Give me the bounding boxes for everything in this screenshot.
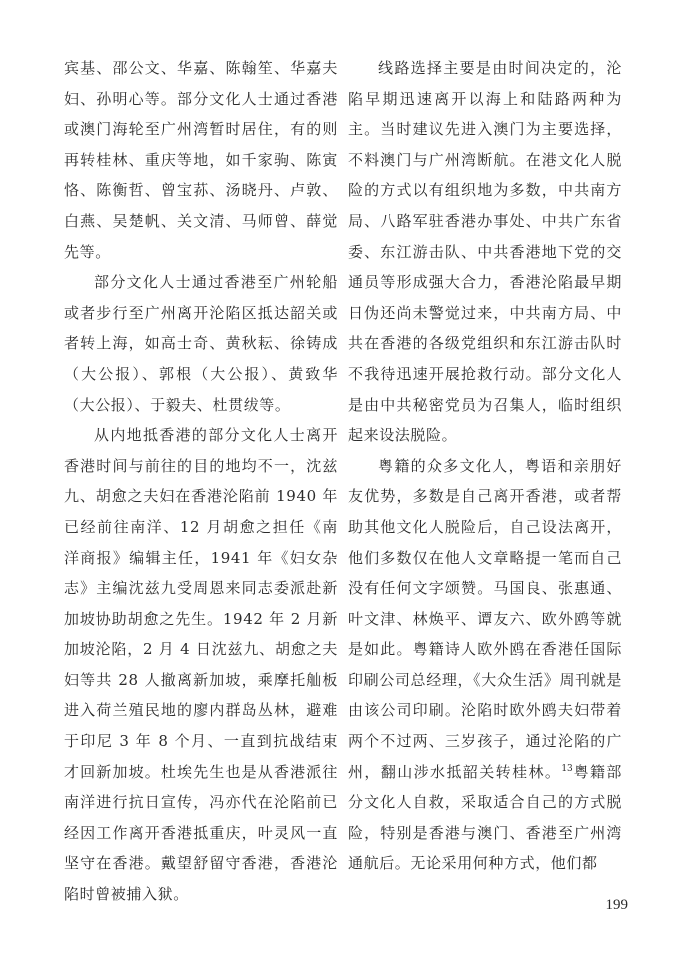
left-paragraph-3: 从内地抵香港的部分文化人士离开香港时间与前往的目的地均不一，沈兹九、胡愈之夫妇在香港沦陷前 1940 年已经前往南洋、12 月胡愈之担任《南洋商报》编辑主任，1941 年《妇女杂志》主编沈兹九受周恩来同志委派赴新加坡协助胡愈之先生。1942 年 2 月新加坡沦陷，2 月 4 日沈兹九、胡愈之夫妇等共 28 人撤离新加坡，乘摩托舢板进入荷兰殖民地的廖内群岛丛林，避难于印尼 3 年 8 个月、一直到抗战结束才回新加坡。杜埃先生也是从香港派往南洋进行抗日宣传，冯亦代在沦陷前已经因工作离开香港抵重庆，叶灵风一直坚守在香港。戴望舒留守香港，香港沦陷时曾被捕入狱。 xyxy=(64,426,338,904)
footnote-marker: 13 xyxy=(561,763,573,774)
right-paragraph-2 xyxy=(348,451,622,879)
left-paragraph-1: 宾基、邵公文、华嘉、陈翰笙、华嘉夫妇、孙明心等。部分文化人士通过香港或澳门海轮至广州湾暂时居住，有的则再转桂林、重庆等地，如千家驹、陈寅恪、陈衡哲、曾宝荪、汤晓丹、卢敦、白燕、吴楚帆、关文清、马师曾、薛觉先等。 xyxy=(64,59,338,261)
right-paragraph-2-text-a: 粤籍的众多文化人，粤语和亲朋好友优势，多数是自己离开香港，或者帮助其他文化人脱险后，自己设法离开，他们多数仅在他人文章略提一笔而自己没有任何文字颂赞。马国良、张惠通、叶文津、林焕平、谭友六、欧外鸥等就是如此。粤籍诗人欧外鸥在香港任国际印刷公司总经理，《大众生活》周刊就是由该公司印刷。沦陷时欧外鸥夫妇带着两个不过两、三岁孩子，通过沦陷的广州，翻山涉水抵韶关转桂林。 xyxy=(348,456,622,781)
left-paragraph-2: 部分文化人士通过香港至广州轮船或者步行至广州离开沦陷区抵达韶关或者转上海，如高士奇、黄秋耘、徐铸成（大公报）、郭根（大公报）、黄致华（大公报）、于毅夫、杜贯绂等。 xyxy=(64,273,338,414)
right-column xyxy=(348,53,622,879)
page-number: 199 xyxy=(605,897,628,913)
left-column xyxy=(64,53,338,910)
right-paragraph-1: 线路选择主要是由时间决定的，沦陷早期迅速离开以海上和陆路两种为主。当时建议先进入澳门为主要选择，不料澳门与广州湾断航。在港文化人脱险的方式以有组织地为多数，中共南方局、八路军驻香港办事处、中共广东省委、东江游击队、中共香港地下党的交通员等形成强大合力，香港沦陷最早期日伪还尚未警觉过来，中共南方局、中共在香港的各级党组织和东江游击队时不我待迅速开展抢救行动。部分文化人是由中共秘密党员为召集人，临时组织起来设法脱险。 xyxy=(348,59,622,445)
right-paragraph-2-text-b: 粤籍部分文化人自救，采取适合自己的方式脱险，特别是香港与澳门、香港至广州湾通航后。无论采用何种方式，他们都 xyxy=(348,762,622,873)
